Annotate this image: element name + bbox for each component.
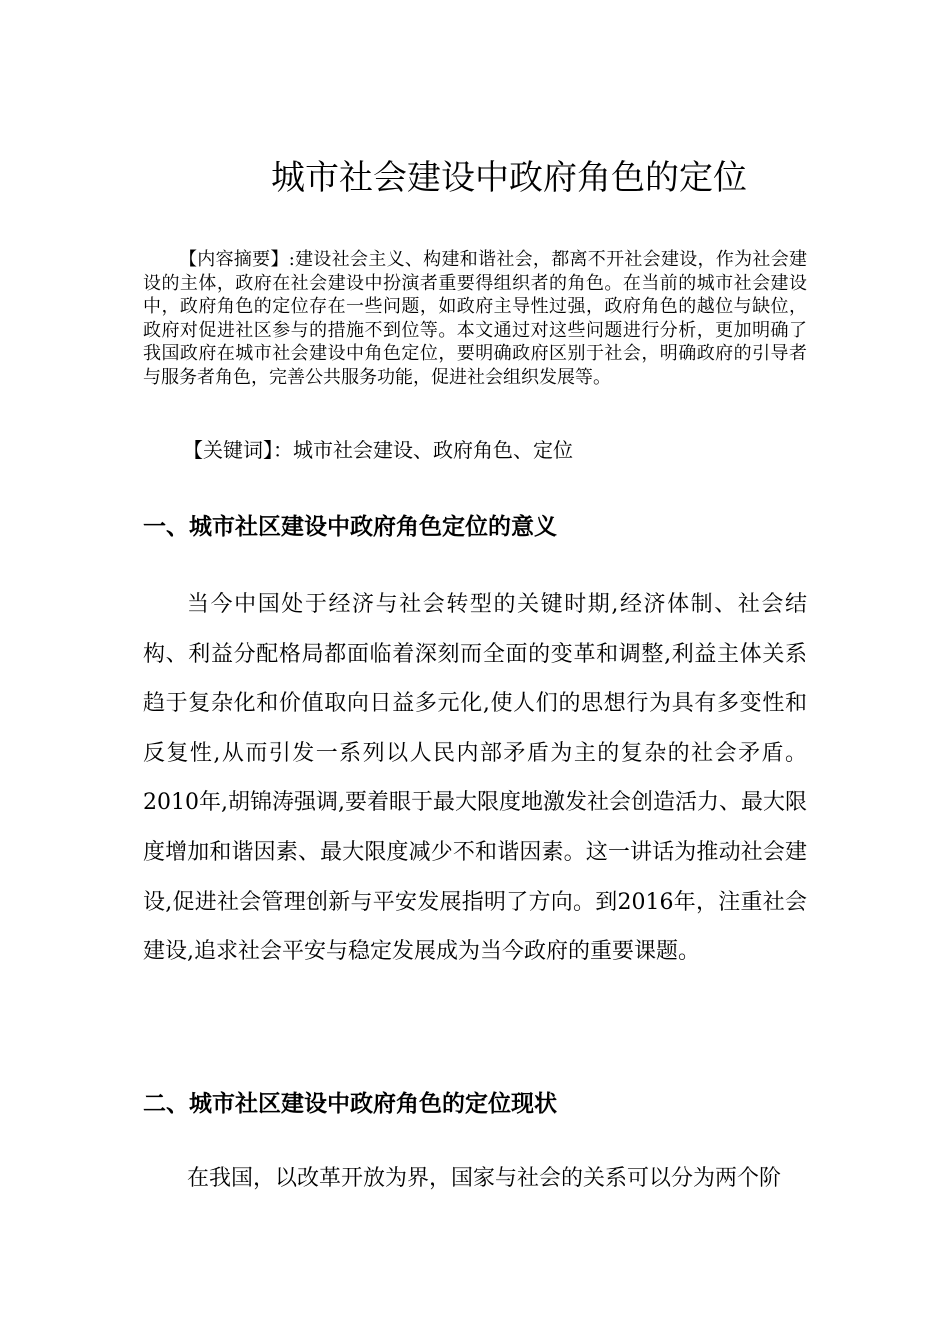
section-paragraph-2: 在我国，以改革开放为界，国家与社会的关系可以分为两个阶 — [187, 1166, 782, 1191]
section-heading-1: 一、城市社区建设中政府角色定位的意义 — [143, 514, 557, 540]
keywords-line: 【关键词】：城市社会建设、政府角色、定位 — [183, 438, 573, 462]
abstract-paragraph: 【内容摘要】:建设社会主义、构建和谐社会，都离不开社会建设，作为社会建设的主体，政府在社会建设中扮演者重要得组织者的角色。在当前的城市社会建设中，政府角色的定位存在一些问题，如政府主导性过强，政府角色的越位与缺位，政府对促进社区参与的措施不到位等。本文通过对这些问题进行分析，更加明确了我国政府在城市社会建设中角色定位，要明确政府区别于社会，明确政府的引导者与服务者角色，完善公共服务功能，促进社会组织发展等。 — [143, 249, 807, 388]
section-heading-2: 二、城市社区建设中政府角色的定位现状 — [143, 1091, 557, 1117]
section-paragraph-1: 当今中国处于经济与社会转型的关键时期,经济体制、社会结构、利益分配格局都面临着深刻而全面的变革和调整,利益主体关系趋于复杂化和价值取向日益多元化,使人们的思想行为具有多变性和反复性,从而引发一系列以人民内部矛盾为主的复杂的社会矛盾。2010年,胡锦涛强调,要着眼于最大限度地激发社会创造活力、最大限度增加和谐因素、最大限度减少不和谐因素。这一讲话为推动社会建设,促进社会管理创新与平安发展指明了方向。到2016年，注重社会建设,追求社会平安与稳定发展成为当今政府的重要课题。 — [143, 592, 807, 965]
document-title: 城市社会建设中政府角色的定位 — [271, 158, 747, 198]
